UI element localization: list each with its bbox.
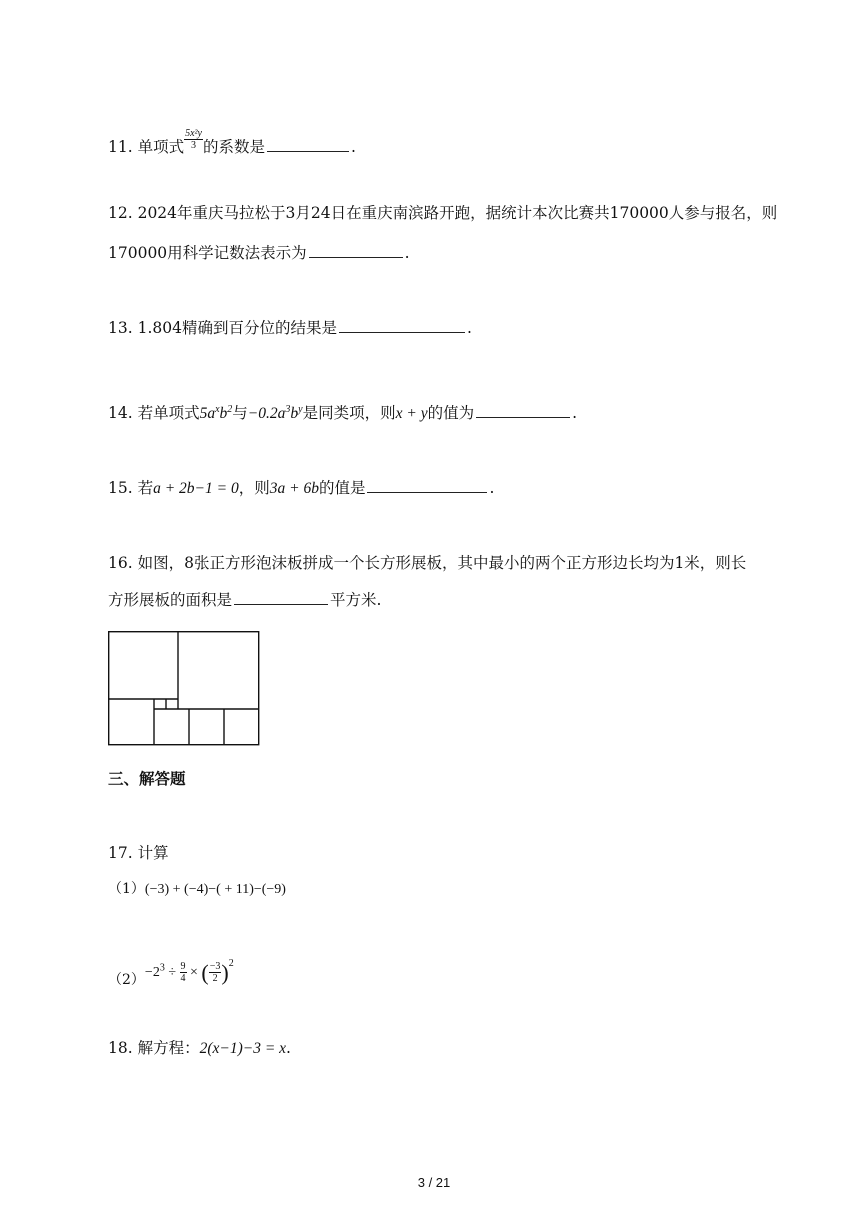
q12-line2-prefix: 170000用科学记数法表示为 [108, 244, 307, 262]
question-12-line2 [108, 243, 410, 263]
q14-mono2: $-0.2a^3b^y$ [247, 404, 303, 423]
q16-line2-prefix: 方形展板的面积是 [108, 591, 233, 609]
q15-mid: ，则 [238, 479, 270, 497]
question-16-line2 [108, 590, 381, 610]
answer-blank-15[interactable] [367, 478, 487, 493]
section-heading: 三、解答题 [108, 770, 186, 788]
question-13 [108, 318, 472, 338]
q11-suffix: 的系数是 [202, 138, 265, 156]
answer-blank-16[interactable] [234, 590, 328, 605]
q11-frac-den: 3 [191, 140, 197, 151]
q13-prefix: 13. 1.804精确到百分位的结果是 [108, 319, 337, 337]
q18-expr: 2(x−1)−3 = x [199, 1040, 287, 1057]
q11-prefix: 11. 单项式 [108, 138, 185, 156]
question-17-part2 [108, 958, 234, 989]
q17-p1-label: （1） [108, 881, 145, 897]
q17-p2-expr: $-2^3$ ÷ $\frac{9}{4}$ × ( $\frac{-3}{2}$ )$^2$ [144, 958, 234, 985]
q15-prefix: 15. 若 [108, 479, 154, 497]
q18-prefix: 18. 解方程： [108, 1039, 200, 1057]
answer-blank-11[interactable] [267, 137, 349, 152]
q11-fraction [184, 128, 203, 151]
answer-blank-12[interactable] [309, 243, 403, 258]
q13-end: . [466, 319, 472, 337]
question-14 [108, 400, 577, 424]
q11-frac-num: 5x²y [185, 128, 202, 139]
question-11 [108, 128, 356, 157]
question-17-part1 [108, 878, 286, 898]
q14-suffix: 的值为 [427, 404, 475, 423]
q17-p1-expr: (−3) + (−4)−( + 11)−(−9) [144, 882, 286, 897]
q12-end: . [404, 244, 410, 262]
q15-suffix: 的值是 [318, 479, 366, 497]
q18-end: . [286, 1039, 291, 1057]
q17-p2-label: （2） [108, 972, 145, 988]
q14-mid: 与 [232, 404, 248, 423]
answer-blank-13[interactable] [339, 318, 465, 333]
q14-mid2: 是同类项，则 [302, 404, 396, 423]
q14-expr: x + y [395, 405, 428, 423]
q11-end: . [350, 138, 356, 156]
question-18 [108, 1038, 291, 1059]
answer-blank-14[interactable] [476, 403, 570, 418]
squares-figure [108, 631, 260, 747]
q14-mono1: $5a^xb^2$ [199, 404, 233, 423]
question-17-title: 17. 计算 [108, 844, 169, 862]
q16-line2-suffix: 平方米. [330, 591, 382, 609]
q14-prefix: 14. 若单项式 [108, 404, 200, 423]
q15-cond: a + 2b−1 = 0 [153, 480, 239, 497]
q15-end: . [489, 479, 495, 497]
q15-expr: 3a + 6b [269, 480, 319, 497]
question-12-line1: 12. 2024年重庆马拉松于3月24日在重庆南滨路开跑，据统计本次比赛共170000人参与报名，则 [108, 204, 778, 222]
page-number: 3 / 21 [417, 1175, 451, 1190]
q14-end: . [572, 404, 578, 423]
question-15 [108, 478, 494, 499]
question-16-line1: 16. 如图，8张正方形泡沫板拼成一个长方形展板，其中最小的两个正方形边长均为1米，则长 [108, 554, 747, 572]
outer-rectangle [109, 632, 259, 745]
